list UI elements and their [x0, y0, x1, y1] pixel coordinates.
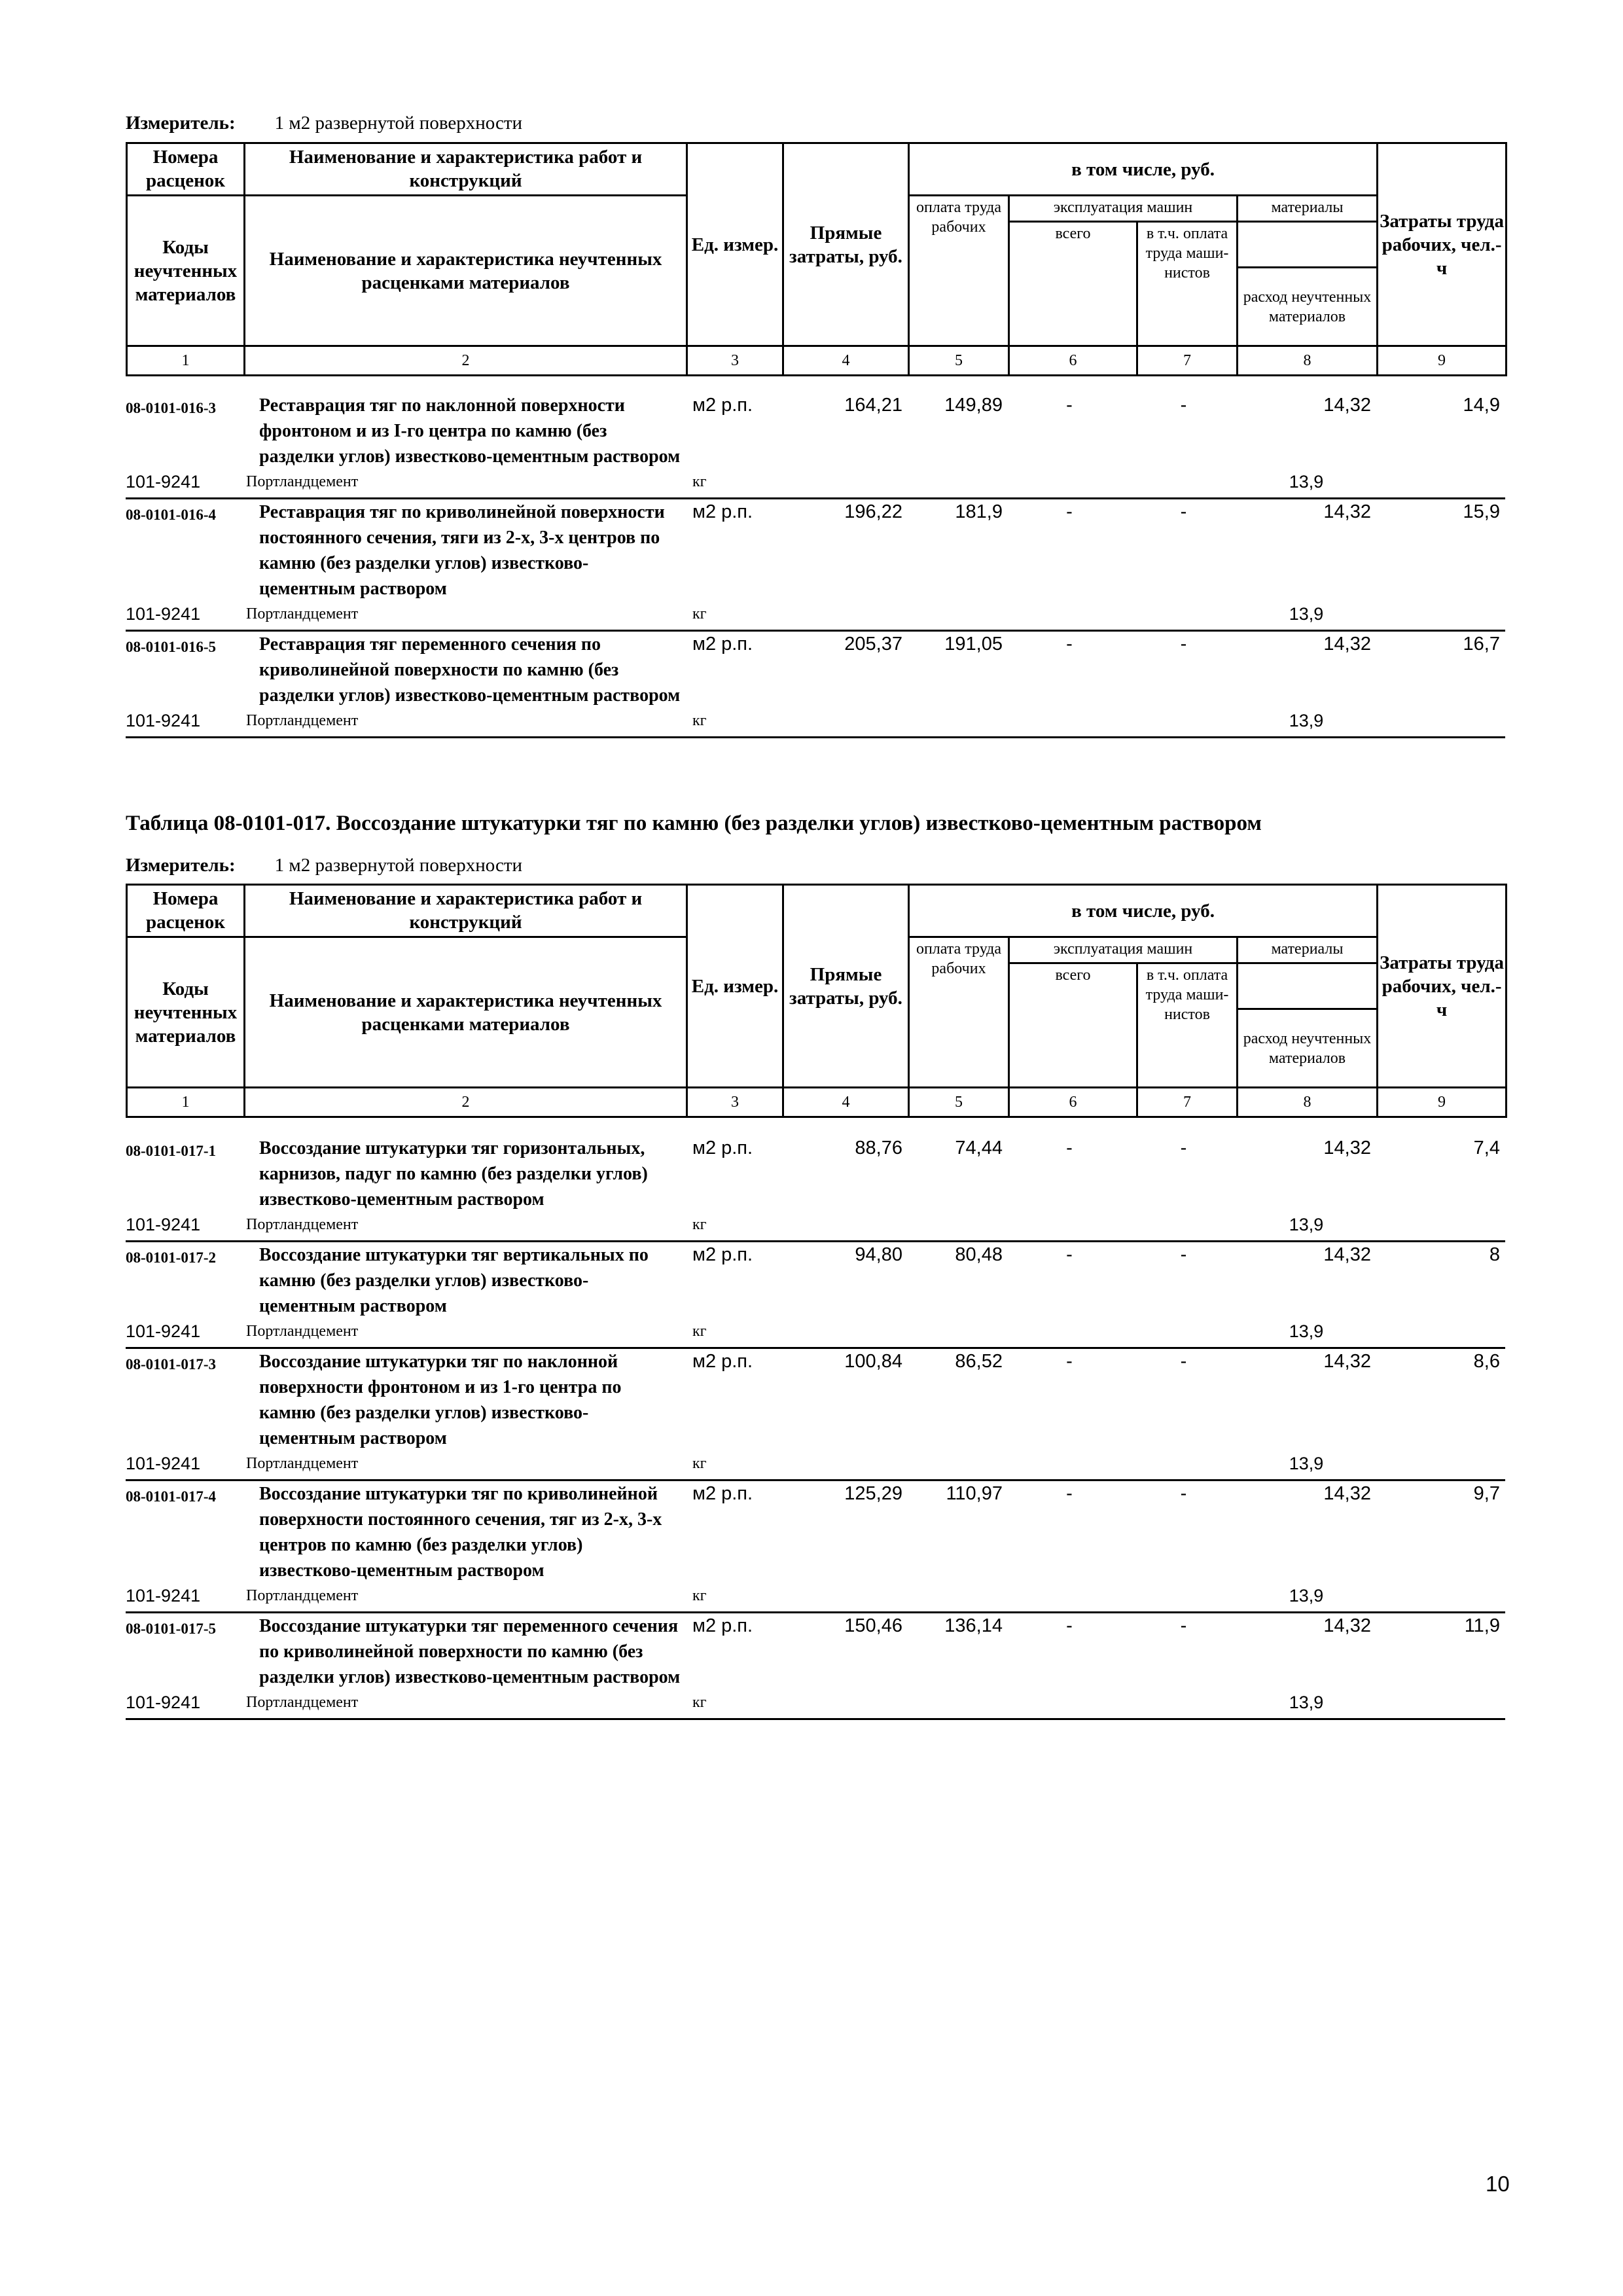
empty: [1376, 1451, 1505, 1477]
col-number: 4: [783, 346, 909, 376]
rate-code: 08-0101-016-3: [126, 400, 216, 416]
col-number: 5: [909, 1088, 1009, 1117]
material-unit: кг: [692, 1587, 707, 1604]
labor-hours: 9,7: [1473, 1483, 1500, 1504]
rate-unit: м2 р.п.: [692, 395, 753, 416]
material-code: 101-9241: [126, 1586, 201, 1605]
material-code: 101-9241: [126, 1321, 201, 1341]
rate-code: 08-0101-016-4: [126, 507, 216, 523]
materials-cost: 14,32: [1323, 501, 1371, 522]
empty: [782, 1451, 908, 1477]
material-row: [126, 1451, 1505, 1477]
empty: [1008, 1451, 1136, 1477]
material-name: Портландцемент: [246, 1455, 359, 1472]
empty: [908, 708, 1008, 734]
material-row: [126, 1212, 1505, 1238]
rate-row: [126, 393, 1505, 469]
header-machine-total: всего: [1009, 963, 1137, 1088]
empty: [1136, 1690, 1236, 1715]
header-labor-cost: Затраты труда рабочих, чел.-ч: [1378, 143, 1507, 346]
table-row: [126, 1349, 1505, 1481]
labor-pay: 181,9: [955, 501, 1003, 522]
direct-costs: 94,80: [855, 1244, 902, 1265]
machine-operator-pay: -: [1180, 1351, 1187, 1372]
measure-line: [126, 855, 522, 876]
machine-total: -: [1066, 1483, 1073, 1504]
rate-description: Реставрация тяг по наклонной поверхности фронтоном и из I-го центра по камню (без разделки углов) известково-цементным раствором: [259, 395, 681, 467]
materials-cost: 14,32: [1323, 1351, 1371, 1372]
empty: [908, 1583, 1008, 1609]
col-number: 2: [245, 346, 687, 376]
empty: [782, 1583, 908, 1609]
header-work-name: Наименование и характеристика работ и конструкций: [245, 143, 687, 196]
empty: [908, 1212, 1008, 1238]
header-direct-costs: Прямые затраты, руб.: [783, 143, 909, 346]
material-code: 101-9241: [126, 711, 201, 730]
rate-unit: м2 р.п.: [692, 1615, 753, 1636]
table-row: [126, 1242, 1505, 1349]
material-consumption: 13,9: [1289, 1586, 1324, 1605]
rate-row: [126, 1136, 1505, 1212]
material-unit: кг: [692, 1455, 707, 1472]
col-number: 2: [245, 1088, 687, 1117]
rate-unit: м2 р.п.: [692, 1351, 753, 1372]
machine-operator-pay: -: [1180, 1483, 1187, 1504]
materials-cost: 14,32: [1323, 1483, 1371, 1504]
empty: [1008, 601, 1136, 627]
header-materials: материалы: [1238, 196, 1378, 222]
material-code: 101-9241: [126, 604, 201, 624]
rate-unit: м2 р.п.: [692, 634, 753, 655]
material-row: [126, 1319, 1505, 1344]
material-consumption: 13,9: [1289, 1215, 1324, 1234]
header-including: в том числе, руб.: [909, 143, 1378, 196]
header-rate-numbers: Номера расценок: [127, 143, 245, 196]
page-number: 10: [1486, 2172, 1510, 2196]
table-row: [126, 393, 1505, 499]
header-including: в том числе, руб.: [909, 885, 1378, 937]
header-machine-operator-pay: в т.ч. оплата труда маши-нистов: [1137, 963, 1238, 1088]
material-name: Портландцемент: [246, 1323, 359, 1340]
material-unit: кг: [692, 1323, 707, 1340]
labor-pay: 74,44: [955, 1138, 1003, 1158]
empty: [1008, 1690, 1136, 1715]
table-row: [126, 1136, 1505, 1242]
empty: [782, 1690, 908, 1715]
header-material-name: Наименование и характеристика неучтенных расценками материалов: [245, 196, 687, 346]
labor-hours: 14,9: [1463, 395, 1500, 416]
rate-code: 08-0101-017-3: [126, 1356, 216, 1372]
empty: [908, 601, 1008, 627]
empty: [908, 1319, 1008, 1344]
table-row: [126, 499, 1505, 632]
header-material-consumption: расход неучтенных материалов: [1238, 1009, 1378, 1088]
materials-cost: 14,32: [1323, 1244, 1371, 1265]
machine-total: -: [1066, 395, 1073, 416]
labor-hours: 8,6: [1473, 1351, 1500, 1372]
table1-header: [126, 142, 1507, 376]
machine-operator-pay: -: [1180, 1138, 1187, 1158]
materials-cost: 14,32: [1323, 1615, 1371, 1636]
rate-description: Воссоздание штукатурки тяг горизонтальных, карнизов, падуг по камню (без разделки углов) известково-цементным раствором: [259, 1138, 648, 1210]
direct-costs: 150,46: [844, 1615, 902, 1636]
labor-hours: 7,4: [1473, 1138, 1500, 1158]
header-labor-pay: оплата труда рабочих: [909, 196, 1009, 346]
empty: [782, 601, 908, 627]
empty: [1008, 1319, 1136, 1344]
labor-pay: 149,89: [944, 395, 1003, 416]
empty: [1008, 1212, 1136, 1238]
header-machine-ops: эксплуатация машин: [1009, 196, 1238, 222]
col-number: 1: [127, 346, 245, 376]
header-machine-ops: эксплуатация машин: [1009, 937, 1238, 963]
col-number: 6: [1009, 1088, 1137, 1117]
material-name: Портландцемент: [246, 1587, 359, 1604]
header-labor-pay: оплата труда рабочих: [909, 937, 1009, 1088]
material-name: Портландцемент: [246, 1216, 359, 1233]
machine-total: -: [1066, 1351, 1073, 1372]
materials-cost: 14,32: [1323, 1138, 1371, 1158]
labor-hours: 11,9: [1464, 1615, 1500, 1636]
header-work-name: Наименование и характеристика работ и конструкций: [245, 885, 687, 937]
labor-hours: 16,7: [1463, 634, 1500, 655]
header-direct-costs: Прямые затраты, руб.: [783, 885, 909, 1088]
empty: [782, 1212, 908, 1238]
table1-entries: [126, 393, 1505, 738]
empty: [782, 708, 908, 734]
rate-unit: м2 р.п.: [692, 1483, 753, 1504]
rate-unit: м2 р.п.: [692, 1138, 753, 1158]
rate-description: Воссоздание штукатурки тяг вертикальных по камню (без разделки углов) известково-цементным раствором: [259, 1245, 649, 1316]
col-number: 1: [127, 1088, 245, 1117]
material-code: 101-9241: [126, 1215, 201, 1234]
direct-costs: 88,76: [855, 1138, 902, 1158]
machine-total: -: [1066, 1138, 1073, 1158]
empty: [1376, 1690, 1505, 1715]
labor-pay: 110,97: [946, 1483, 1003, 1504]
empty: [908, 469, 1008, 495]
direct-costs: 205,37: [844, 634, 902, 655]
machine-operator-pay: -: [1180, 395, 1187, 416]
materials-cost: 14,32: [1323, 634, 1371, 655]
rate-description: Реставрация тяг по криволинейной поверхности постоянного сечения, тяги из 2-х, 3-х центров по камню (без разделки углов) известково-цементным раствором: [259, 502, 665, 599]
table-row: [126, 1481, 1505, 1613]
col-number: 8: [1238, 346, 1378, 376]
rate-code: 08-0101-017-1: [126, 1143, 216, 1159]
rate-row: [126, 499, 1505, 601]
header-materials-blank: [1238, 963, 1378, 1009]
header-codes: Коды неучтенных материалов: [127, 937, 245, 1088]
empty: [1136, 1451, 1236, 1477]
rate-code: 08-0101-017-4: [126, 1488, 216, 1505]
measure-value: 1 м2 развернутой поверхности: [274, 113, 523, 134]
rate-unit: м2 р.п.: [692, 501, 753, 522]
machine-total: -: [1066, 1244, 1073, 1265]
material-consumption: 13,9: [1289, 472, 1324, 492]
material-code: 101-9241: [126, 1693, 201, 1712]
empty: [1136, 1212, 1236, 1238]
labor-pay: 191,05: [944, 634, 1003, 655]
rate-code: 08-0101-017-5: [126, 1621, 216, 1637]
empty: [1376, 1212, 1505, 1238]
machine-total: -: [1066, 1615, 1073, 1636]
header-labor-cost: Затраты труда рабочих, чел.-ч: [1378, 885, 1507, 1088]
material-row: [126, 469, 1505, 495]
material-row: [126, 708, 1505, 734]
material-consumption: 13,9: [1289, 1321, 1324, 1341]
rate-row: [126, 1481, 1505, 1583]
material-row: [126, 601, 1505, 627]
header-unit: Ед. измер.: [687, 885, 783, 1088]
empty: [782, 1319, 908, 1344]
rate-description: Воссоздание штукатурки тяг по криволинейной поверхности постоянного сечения, тяг из 2-х, 3-х центров по камню (без разделки углов) известково-цементным раствором: [259, 1484, 662, 1581]
col-number: 8: [1238, 1088, 1378, 1117]
empty: [1376, 708, 1505, 734]
measure-value: 1 м2 развернутой поверхности: [274, 855, 523, 876]
empty: [1376, 469, 1505, 495]
header-codes: Коды неучтенных материалов: [127, 196, 245, 346]
material-unit: кг: [692, 712, 707, 729]
material-name: Портландцемент: [246, 473, 359, 490]
header-material-name: Наименование и характеристика неучтенных расценками материалов: [245, 937, 687, 1088]
material-code: 101-9241: [126, 472, 201, 492]
labor-hours: 15,9: [1463, 501, 1500, 522]
table2-title: Таблица 08-0101-017. Воссоздание штукатурки тяг по камню (без разделки углов) известково-цементным раствором: [126, 812, 1262, 835]
labor-pay: 136,14: [944, 1615, 1003, 1636]
measure-line: [126, 113, 522, 134]
direct-costs: 196,22: [844, 501, 902, 522]
header-unit: Ед. измер.: [687, 143, 783, 346]
table2-header: [126, 884, 1507, 1118]
col-number: 9: [1378, 346, 1507, 376]
direct-costs: 125,29: [844, 1483, 902, 1504]
material-consumption: 13,9: [1289, 604, 1324, 624]
header-material-consumption: расход неучтенных материалов: [1238, 268, 1378, 346]
empty: [1136, 469, 1236, 495]
material-name: Портландцемент: [246, 1694, 359, 1711]
header-rate-numbers: Номера расценок: [127, 885, 245, 937]
measure-label: Измеритель:: [126, 113, 236, 134]
materials-cost: 14,32: [1323, 395, 1371, 416]
material-unit: кг: [692, 1694, 707, 1711]
empty: [1008, 1583, 1136, 1609]
empty: [1376, 1583, 1505, 1609]
material-unit: кг: [692, 1216, 707, 1233]
empty: [1136, 708, 1236, 734]
empty: [908, 1690, 1008, 1715]
col-number: 3: [687, 1088, 783, 1117]
rate-code: 08-0101-017-2: [126, 1249, 216, 1266]
machine-operator-pay: -: [1180, 634, 1187, 655]
empty: [1136, 601, 1236, 627]
table-row: [126, 632, 1505, 738]
machine-operator-pay: -: [1180, 501, 1187, 522]
empty: [1376, 1319, 1505, 1344]
material-row: [126, 1583, 1505, 1609]
labor-hours: 8: [1489, 1244, 1500, 1265]
material-row: [126, 1690, 1505, 1715]
machine-total: -: [1066, 501, 1073, 522]
empty: [908, 1451, 1008, 1477]
rate-description: Воссоздание штукатурки тяг по наклонной поверхности фронтоном и из 1-го центра по камню (без разделки углов) известково-цементным раствором: [259, 1352, 622, 1448]
table-row: [126, 1613, 1505, 1720]
header-materials: материалы: [1238, 937, 1378, 963]
col-number: 7: [1137, 1088, 1238, 1117]
empty: [1008, 469, 1136, 495]
rate-code: 08-0101-016-5: [126, 639, 216, 655]
empty: [782, 469, 908, 495]
machine-operator-pay: -: [1180, 1615, 1187, 1636]
empty: [1376, 601, 1505, 627]
header-machine-operator-pay: в т.ч. оплата труда маши-нистов: [1137, 222, 1238, 346]
col-number: 9: [1378, 1088, 1507, 1117]
col-number: 4: [783, 1088, 909, 1117]
labor-pay: 80,48: [955, 1244, 1003, 1265]
material-consumption: 13,9: [1289, 711, 1324, 730]
machine-operator-pay: -: [1180, 1244, 1187, 1265]
col-number: 3: [687, 346, 783, 376]
header-machine-total: всего: [1009, 222, 1137, 346]
col-number: 6: [1009, 346, 1137, 376]
machine-total: -: [1066, 634, 1073, 655]
material-name: Портландцемент: [246, 605, 359, 622]
empty: [1136, 1319, 1236, 1344]
rate-description: Реставрация тяг переменного сечения по криволинейной поверхности по камню (без разделки углов) известково-цементным раствором: [259, 634, 681, 706]
material-name: Портландцемент: [246, 712, 359, 729]
rate-row: [126, 632, 1505, 708]
material-unit: кг: [692, 473, 707, 490]
rate-row: [126, 1613, 1505, 1690]
empty: [1136, 1583, 1236, 1609]
header-materials-blank: [1238, 222, 1378, 268]
labor-pay: 86,52: [955, 1351, 1003, 1372]
rate-description: Воссоздание штукатурки тяг переменного сечения по криволинейной поверхности по камню (без разделки углов) известково-цементным раствором: [259, 1616, 681, 1687]
material-unit: кг: [692, 605, 707, 622]
empty: [1008, 708, 1136, 734]
rate-unit: м2 р.п.: [692, 1244, 753, 1265]
material-consumption: 13,9: [1289, 1454, 1324, 1473]
table2-entries: [126, 1136, 1505, 1720]
direct-costs: 100,84: [844, 1351, 902, 1372]
material-code: 101-9241: [126, 1454, 201, 1473]
rate-row: [126, 1242, 1505, 1319]
col-number: 5: [909, 346, 1009, 376]
col-number: 7: [1137, 346, 1238, 376]
measure-label: Измеритель:: [126, 855, 236, 876]
direct-costs: 164,21: [844, 395, 902, 416]
rate-row: [126, 1349, 1505, 1451]
material-consumption: 13,9: [1289, 1693, 1324, 1712]
